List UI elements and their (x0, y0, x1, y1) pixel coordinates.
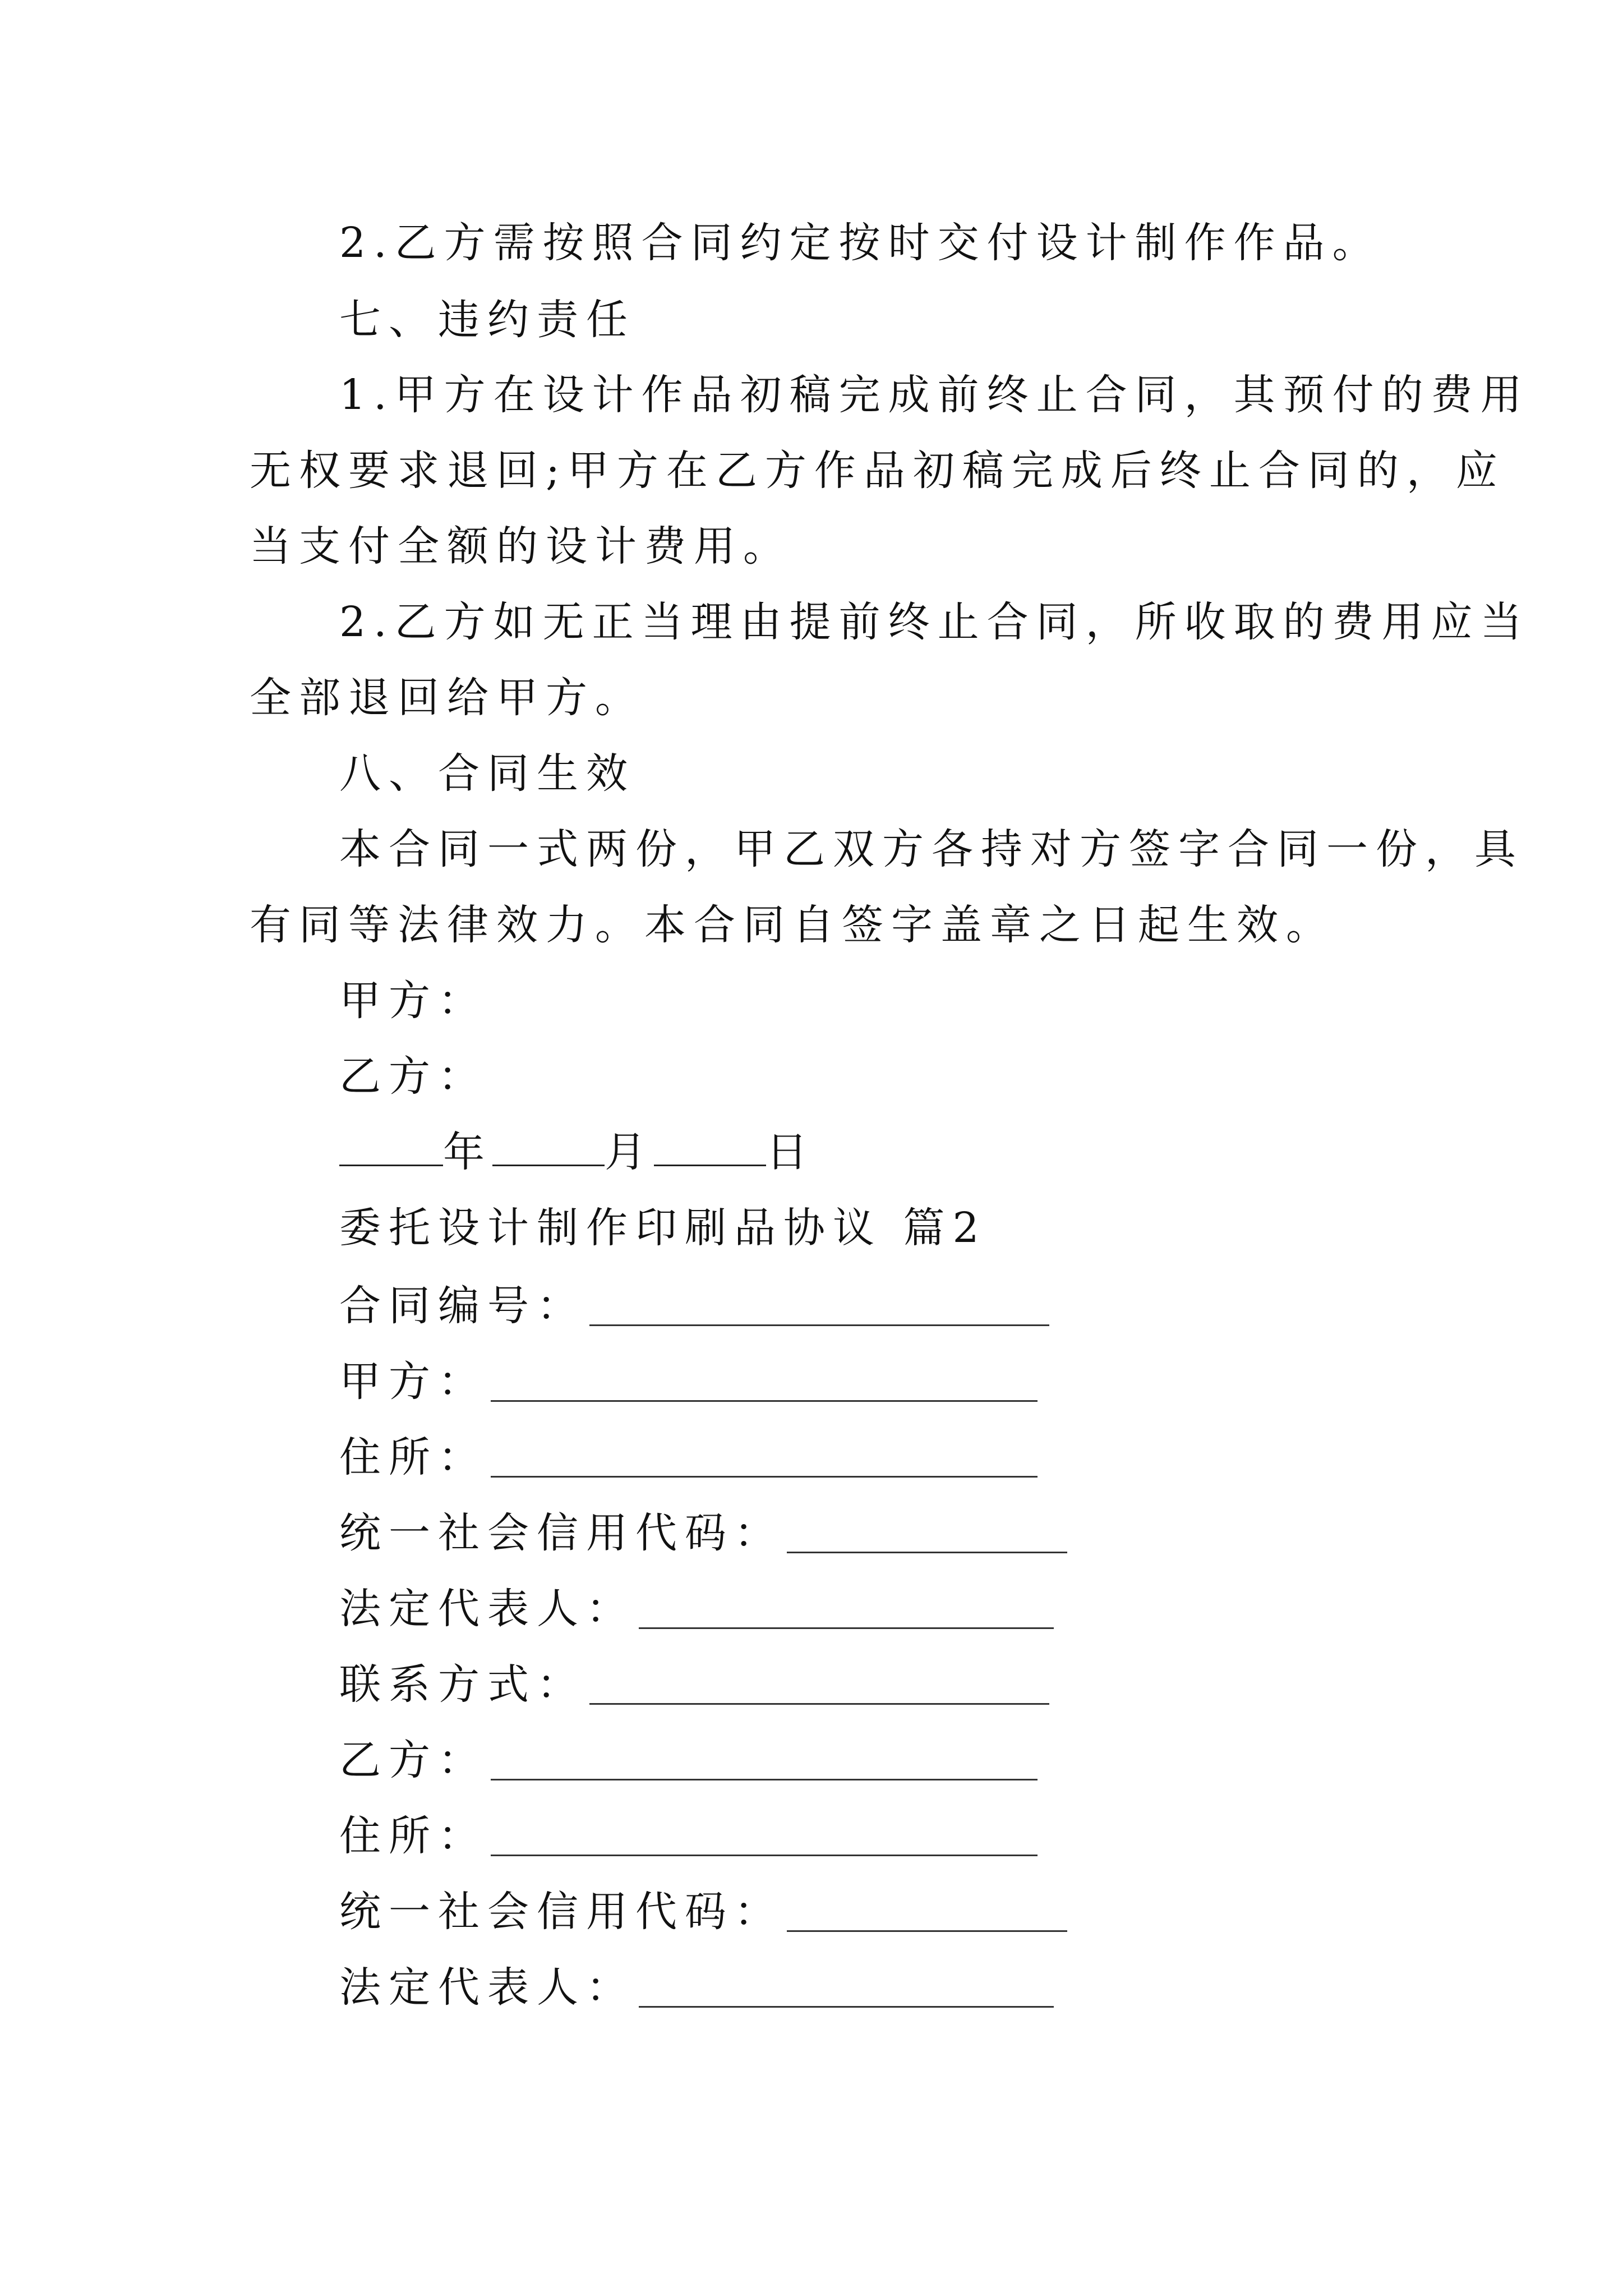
field-label: 乙方： (339, 1736, 487, 1784)
field-blank (491, 1819, 1038, 1856)
field-label: 住所： (339, 1433, 487, 1481)
field-blank (639, 1970, 1054, 2008)
year-label: 年 (443, 1128, 492, 1176)
year-blank (339, 1125, 443, 1166)
field-party-b-credit-code (339, 1877, 1067, 1939)
field-contract-number (339, 1271, 1049, 1333)
field-label: 甲方： (339, 1358, 487, 1406)
field-blank (589, 1289, 1049, 1326)
paragraph-effect-line1: 本合同一式两份，甲乙双方各持对方签字合同一份，具 (339, 825, 1524, 873)
field-blank (589, 1667, 1049, 1705)
field-label: 联系方式： (339, 1660, 586, 1709)
field-party-b-address (339, 1801, 1038, 1863)
field-party-a-contact (339, 1650, 1049, 1711)
field-label: 法定代表人： (339, 1585, 635, 1633)
field-party-b-legal-rep (339, 1953, 1054, 2014)
signature-date (339, 1125, 815, 1179)
paragraph-effect-line2: 有同等法律效力。本合同自签字盖章之日起生效。 (250, 901, 1335, 949)
field-label: 法定代表人： (339, 1963, 635, 2012)
signature-party-b: 乙方： (339, 1052, 487, 1101)
field-blank (491, 1743, 1038, 1780)
month-blank (492, 1125, 605, 1166)
field-party-a-credit-code (339, 1498, 1067, 1560)
field-party-a-legal-rep (339, 1574, 1054, 1636)
section-heading-breach: 七、违约责任 (339, 296, 635, 344)
field-label: 统一社会信用代码： (339, 1888, 783, 1936)
paragraph-termination-b-line1: 2.乙方如无正当理由提前终止合同，所收取的费用应当 (339, 598, 1530, 646)
month-label: 月 (605, 1128, 654, 1176)
field-blank (491, 1440, 1038, 1478)
field-blank (787, 1516, 1067, 1553)
day-blank (654, 1125, 766, 1166)
field-blank (491, 1364, 1038, 1402)
field-label: 统一社会信用代码： (339, 1509, 783, 1557)
field-party-b (339, 1726, 1038, 1787)
field-blank (787, 1894, 1067, 1932)
day-label: 日 (766, 1128, 815, 1176)
paragraph-termination-b-line2: 全部退回给甲方。 (250, 674, 644, 722)
paragraph-termination-a-line3: 当支付全额的设计费用。 (250, 522, 792, 570)
paragraph-delivery: 2.乙方需按照合同约定按时交付设计制作作品。 (339, 219, 1382, 267)
paragraph-termination-a-line1: 1.甲方在设计作品初稿完成前终止合同，其预付的费用 (339, 371, 1530, 419)
section2-title: 委托设计制作印刷品协议 篇2 (339, 1204, 987, 1252)
section-heading-effect: 八、合同生效 (339, 749, 635, 798)
field-label: 合同编号： (339, 1282, 586, 1330)
paragraph-termination-a-line2: 无权要求退回;甲方在乙方作品初稿完成后终止合同的，应 (250, 447, 1505, 495)
signature-party-a: 甲方： (339, 977, 487, 1025)
field-party-a (339, 1347, 1038, 1409)
field-blank (639, 1591, 1054, 1629)
field-label: 住所： (339, 1812, 487, 1860)
field-party-a-address (339, 1423, 1038, 1484)
